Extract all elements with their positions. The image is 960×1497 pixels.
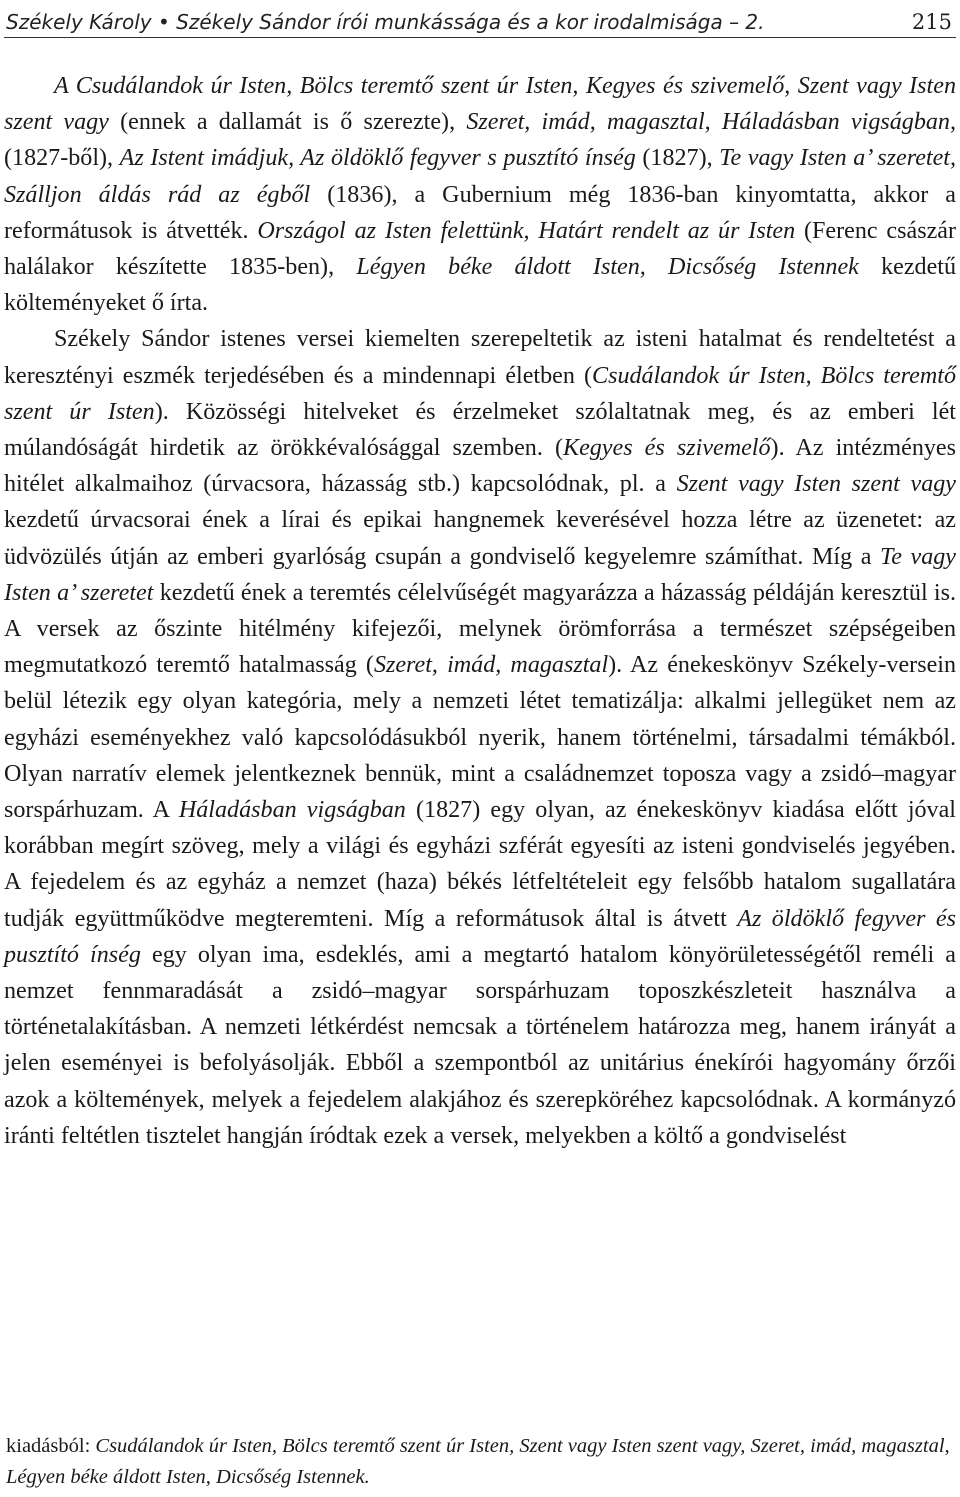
text-span: ). Az intézményes hitélet alkalmaihoz (úrvacsora, házasság stb.) kapcsolódnak, pl. a	[4, 435, 957, 498]
text-span: ). Közösségi hitelveket és érzelmeket szólaltatnak meg, és az emberi lét múlandóságát hirdetik az örökkévalósággal szemben. (	[4, 398, 957, 462]
italic-title: Szeret, imád, magasztal, Háladásban vigságban,	[466, 109, 957, 136]
italic-title: Te vagy Isten a’ szeretet, Szálljon áldás rád az égből	[4, 145, 956, 208]
italic-title: Csudálandok úr Isten, Bölcs teremtő szent úr Isten	[4, 362, 956, 425]
italic-title: Szent vagy Isten szent vagy	[676, 471, 956, 498]
text-span: (ennek a dallamát is ő szerezte),	[108, 109, 467, 136]
text-span: (1827) egy olyan, az énekeskönyv kiadása előtt jóval korábban megírt szöveg, mely a világi és egyházi szférát egyesíti az isteni gondviselés jegyében. A fejedelem és az egyház a nemzet (haza) békés létfeltételeit egy felsőbb hatalom sugallatára tudják együttműködve megteremteni. Míg a reformátusok által is átvett	[4, 797, 956, 932]
text-span: (1836), a Gubernium még 1836-ban kinyomtatta, akkor a reformátusok is átvették.	[4, 181, 957, 244]
running-header	[6, 0, 952, 34]
text-span: (1827-ből),	[4, 145, 120, 172]
text-span: Székely Sándor istenes versei kiemelten szerepeltetik az isteni hatalmat és rendeltetést a keresztényi eszmék terjedésében és a mindennapi életben (	[4, 326, 956, 389]
running-title: Székely Károly • Székely Sándor írói munkássága és a kor irodalmisága – 2.	[6, 10, 765, 34]
footnote-label: kiadásból:	[6, 1435, 96, 1457]
text-span: egy olyan ima, esdeklés, ami a megtartó hatalom könyörületességétől reméli a nemzet fennmaradását a zsidó–magyar sorspárhuzam toposzkészleteit használva a történetalakításban. A nemzeti létkérdést nemcsak a történelem határozza meg, hanem irányát a jelen eseményei is befolyásolják. Ebből a szempontból az unitárius énekírói hagyomány őrzői azok a költemények, melyek a fejedelem alakjához és szerepköréhez kapcsolódnak. A kormányzó iránti feltétlen tisztelet hangján íródtak ezek a versek, melyekben a költő a gondviselést	[4, 941, 956, 1149]
text-span: (1827),	[635, 145, 720, 172]
italic-title: Légyen béke áldott Isten, Dicsőség Istennek	[356, 254, 859, 281]
italic-title: Te vagy Isten a’ szeretet	[4, 543, 957, 606]
text-span: kezdetű ének a teremtés célelvűségét magyarázza a házasság példáján keresztül is. A versek az őszinte hitélmény kifejezői, melynek örömforrása a természet szépségeiben megmutatkozó teremtő hatalmasság (	[4, 579, 956, 679]
italic-title: A Csudálandok úr Isten, Bölcs teremtő szent úr Isten, Kegyes és szivemelő, Szent vagy Isten szent vagy	[4, 73, 956, 136]
text-span: (Ferenc császár halálakor készítette 1835-ben),	[4, 217, 956, 281]
text-span: ). Az énekeskönyv Székely-versein belül létezik egy olyan kategória, mely a nemzeti létet tematizálja: alkalmi jellegüket nem az egyházi eseményekhez való kapcsolódásukból nyerik, hanem történelmi, társadalmi témákból. Olyan narratív elemek jelentkeznek bennük, mint a családnemzet toposza vagy a zsidó–magyar sorspárhuzam. A	[4, 652, 957, 824]
page-number: 215	[911, 10, 952, 34]
italic-title: Kegyes és szivemelő	[563, 435, 771, 462]
paragraph-2	[4, 321, 956, 1154]
text-span: kezdetű úrvacsorai ének a lírai és epikai hangnemek keverésével hozza létre az üzenetet: az üdvözülés útján az emberi gyarlóság csupán a gondviselő kegyelemre számíthat. Míg a	[4, 507, 956, 570]
italic-title: Országol az Isten felettünk, Határt rendelt az úr Isten	[257, 217, 796, 244]
italic-title: Az öldöklő fegyver és pusztító ínség	[4, 905, 956, 968]
footnote	[6, 1431, 954, 1493]
footnote-titles: Csudálandok úr Isten, Bölcs teremtő szent úr Isten, Szent vagy Isten szent vagy, Szeret, imád, magasztal, Légyen béke áldott Isten, Dicsőség Istennek.	[6, 1435, 950, 1488]
header-rule	[4, 37, 956, 38]
text-span: kezdetű költeményeket ő írta.	[4, 254, 957, 317]
italic-title: Az Istent imádjuk, Az öldöklő fegyver s pusztító ínség	[119, 145, 636, 172]
italic-title: Szeret, imád, magasztal	[373, 652, 609, 679]
italic-title: Háladásban vigságban	[178, 797, 406, 824]
paragraph-1	[4, 68, 956, 321]
body-text	[4, 68, 956, 1154]
